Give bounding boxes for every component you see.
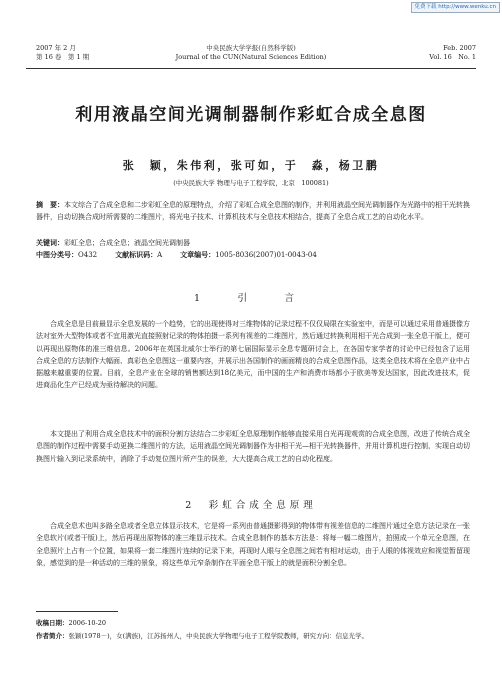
header-volume-en: Vol. 16 No. 1 [429,53,476,61]
header-volume: 第 16 卷 第 1 期 [36,53,90,61]
section-heading-principle: 2 彩虹合成全息原理 [185,500,317,511]
footnote-rule [36,611,118,612]
download-watermark-link[interactable]: 免费下载 http://www.wenku.cn [411,2,500,13]
keywords-label: 关键词： [36,239,64,247]
doc-code-value: A [157,251,163,259]
author-bio-label: 作者简介： [36,632,69,640]
running-header [26,44,476,68]
paper-authors: 张 颖，朱伟利，张可如，于 淼，杨卫鹏 [122,159,380,172]
paper-affiliation: (中央民族大学 物理与电子工程学院，北京 100081) [173,179,329,187]
abstract-text: 本文综合了合成全息和二步彩虹全息的原理特点，介绍了彩虹合成全息图的制作，并利用液晶空间光调制器作为光路中的相干光转换器件，自动切换合成时所需要的二维图片，将光电子技术、计算机技术与全息技术相结合，提高了全息合成工艺的自动化水平。 [36,201,470,221]
intro-paragraph-2: 本文提出了利用合成全息技术中的面积分割方法结合二步彩虹全息原理制作能够直接采用白光再现观赏的合成全息图，改进了传统合成全息图的制作过程中需要手动更换二维图片的方法，运用液晶空间光调制器作为非相干光—相干光转换器件，并用计算机进行控制，实现自动切换图片输入到记录系统中，消除了手动复位图片所产生的误差，大大提高合成工艺的自动化程度。 [36,430,470,463]
clc-value: O432 [78,251,98,259]
header-journal-cn: 中央民族大学学报(自然科学版) [206,44,296,52]
principle-paragraph-1: 合成全息术也叫多路全息或者全息立体显示技术，它是将一系列由普通摄影得到的物体带有视差信息的二维图片通过全息方法记录在一张全息软片(或者干版)上，然后再现出原物体的准三维显示技术。合成全息制作的基本方法是：将每一幅二维图片，拍照成一个单元全息图，在全息照片上占有一个位置，如果将一套二维图片连续的记录下来，再现时人眼与全息图之间若有相对运动，由于人眼的体视效应和视觉暂留现象，感觉到的是一种活动的三维的景象，将这些单元窄条制作在平面全息干版上的就是面积分割全息。 [36,522,470,567]
keywords [36,237,470,249]
intro-paragraph-1: 合成全息是目前最显示全息发展的一个趋势，它的出现使得对三维物体的记录过程不仅仅局限在实验室中，而是可以通过采用普通摄像方法对室外大型物体或者不宜用激光直接照射记录的物体拍摄一系列有视差的二维图片，然后通过转换利用相干光合成到一张全息干版上，便可以再现出原物体的准三维信息。2006年在英国北威尔士举行的第七届国际显示全息专题研讨会上，在各国专家学者的讨论中已经包含了运用合成全息的方法制作大幅面、真彩色全息图这一重要内容，并展示出各国制作的画面精良的合成全息图作品，这类全息技术将在全息产业中占据越来越重要的位置。目前，全息产业在全球的销售额达到18亿美元，而中国的生产和消费市场都小于欧美等发达国家，因此改进技术，促进商品化生产已经成为亟待解决的问题。 [36,320,470,390]
abstract [36,199,470,223]
header-journal-en: Journal of the CUN(Natural Sciences Edition) [175,53,327,61]
received-label: 收稿日期： [36,619,69,627]
doc-code-label: 文献标识码： [115,251,158,259]
keywords-text: 彩虹全息；合成全息；液晶空间光调制器 [64,239,190,247]
header-date-en: Feb. 2007 [443,44,476,52]
article-number-label: 文章编号： [180,251,216,259]
header-rule [26,68,476,69]
footnote-author-bio [36,631,470,642]
abstract-label: 摘 要： [36,201,64,209]
article-number-value: 1005-8036(2007)01-0043-04 [215,251,317,259]
paper-title: 利用液晶空间光调制器制作彩虹合成全息图 [75,105,427,125]
section-heading-introduction: 1 引 言 [193,293,309,304]
footnote-received [36,618,470,629]
header-date: 2007 年 2 月 [36,44,76,52]
header-date-volume-en [396,44,476,62]
received-date: 2006-10-20 [68,619,106,627]
clc-label: 中图分类号： [36,251,78,259]
classification-line [36,249,470,261]
author-bio-text: 张颖(1978－)，女(满族)，江苏扬州人，中央民族大学物理与电子工程学院教师，研究方向：信息光学。 [68,632,369,640]
